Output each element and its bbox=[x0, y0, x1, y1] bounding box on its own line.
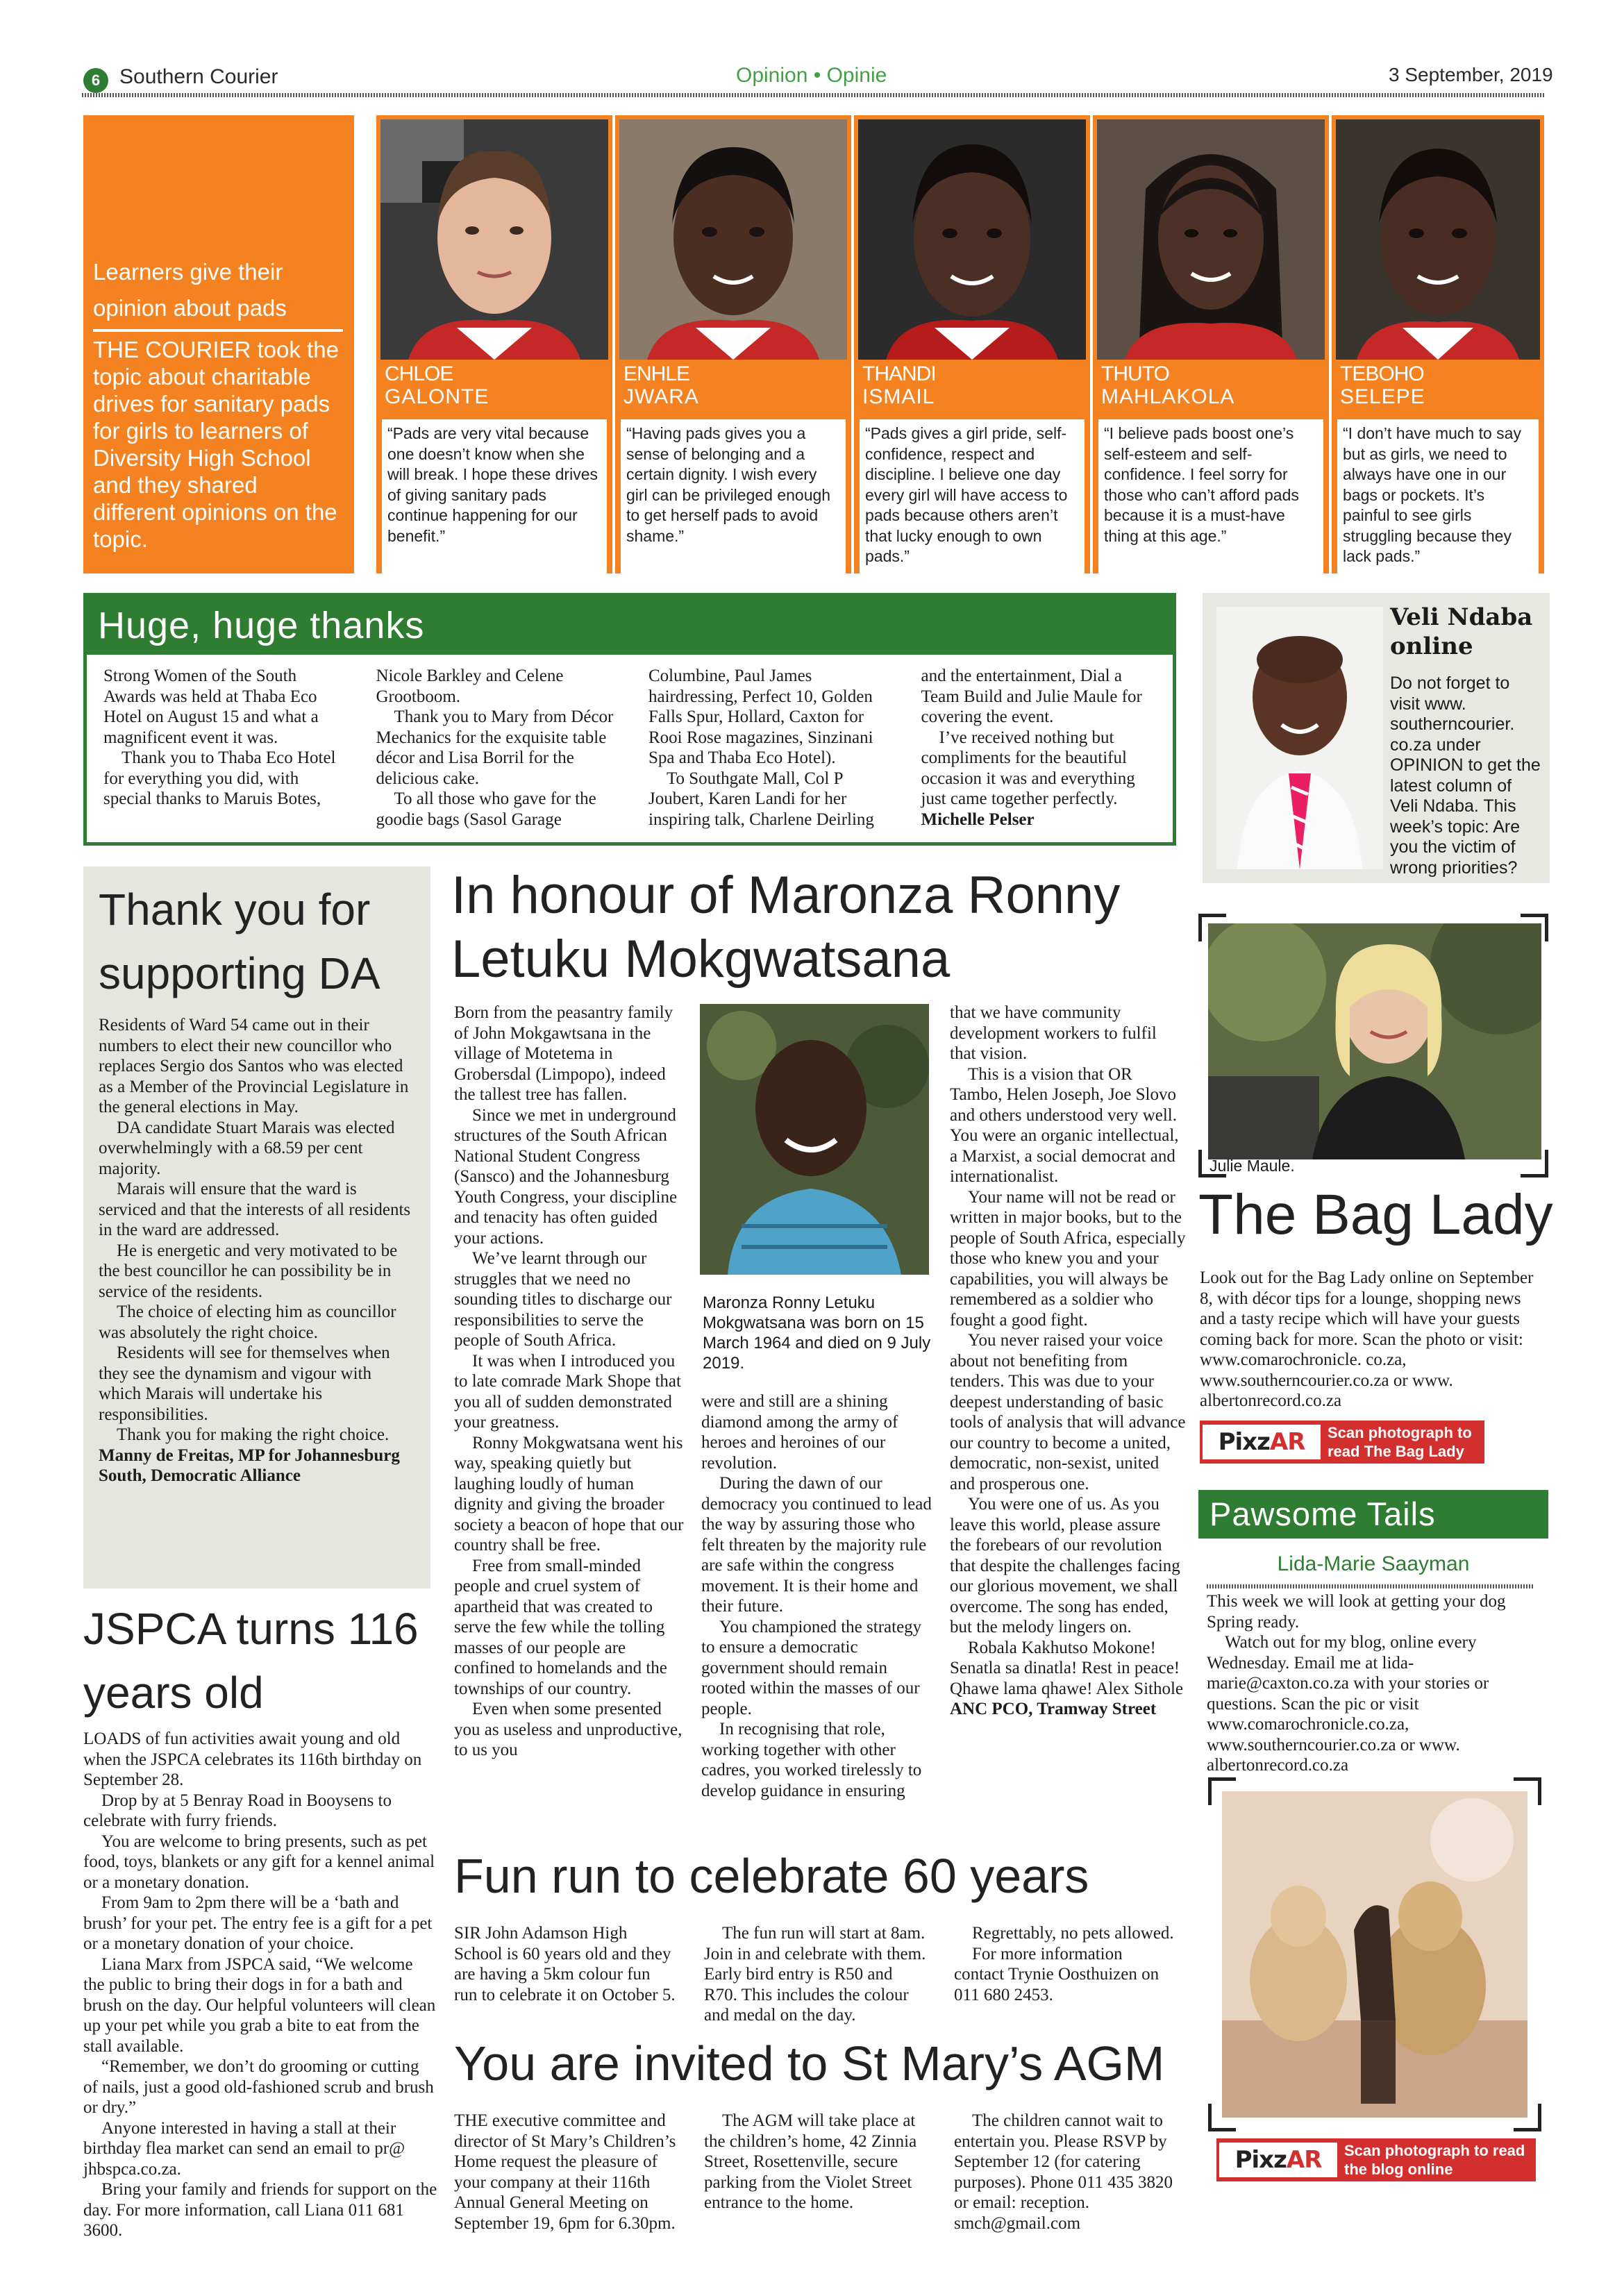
funrun-body bbox=[454, 1923, 1176, 2026]
paragraph: Ronny Mokgwatsana went his way, speaking quietly but laughing loudly of human dignity and giving the broader society a beacon of hope that our country shall be free. bbox=[454, 1433, 684, 1555]
pixzar-text: Scan photograph to read The Bag Lady online bbox=[1328, 1424, 1472, 1479]
learner-card bbox=[854, 115, 1090, 573]
signature: Manny de Freitas, MP for Johannesburg South, Democratic Alliance bbox=[99, 1446, 400, 1485]
header-rule bbox=[82, 93, 1544, 97]
paragraph: Since we met in underground structures of the South African National Student Congress (Sansco) and the Johannesburg Youth Congress, your discipline and tenacity has often guided your actions. bbox=[454, 1105, 678, 1248]
paragraph: You never raised your voice about not benefiting from tenders. This was due to your deepest understanding of basic tools of analysis that will advance our country to become a united, democratic, non-sexist, united and prosperous one. bbox=[950, 1331, 1186, 1493]
paragraph: You were one of us. As you leave this world, please assure the forebears of our revolution that despite the challenges facing our glorious movement, we shall overcome. The song has ended, but the melody lingers on. bbox=[950, 1495, 1180, 1636]
intro-text: THE COURIER took the topic about charitable drives for sanitary pads for girls to learners of Diversity High School and they shared different opinions on the topic. bbox=[93, 337, 339, 552]
paragraph: Anyone interested in having a stall at their birthday flea market can send an email to pr@ jhbspca.co.za. bbox=[83, 2118, 405, 2179]
paragraph: Even when some presented you as useless and unproductive, to us you bbox=[454, 1700, 683, 1759]
paragraph: The choice of electing him as councillor was absolutely the right choice. bbox=[99, 1302, 396, 1342]
paragraph: Strong Women of the South Awards was held at Thaba Eco Hotel on August 15 and what a magnificent event it was. bbox=[103, 667, 319, 747]
learner-card bbox=[1332, 115, 1544, 573]
thanks-body bbox=[103, 666, 1159, 830]
maronza-column-3 bbox=[950, 1003, 1186, 1720]
pixzar-logo: PixzAR bbox=[1219, 2143, 1337, 2177]
pixzar-banner[interactable] bbox=[1200, 1421, 1484, 1479]
paragraph: He is energetic and very motivated to be the best councillor he can possibility be in service of the residents. bbox=[99, 1241, 398, 1301]
paragraph: Free from small-minded people and cruel system of apartheid that was created to serve the few while the tolling masses of our people are confined to homelands and the townships of our country. bbox=[454, 1556, 667, 1698]
page-number: 6 bbox=[83, 68, 108, 93]
pawsome-title: Pawsome Tails bbox=[1198, 1490, 1548, 1539]
maronza-caption: Maronza Ronny Letuku Mokgwatsana was born on 15 March 1964 and died on 9 July 2019. bbox=[703, 1293, 931, 1373]
learner-card bbox=[376, 115, 612, 573]
intro-title: Learners give their opinion about pads bbox=[93, 254, 343, 332]
veli-text: Do not forget to visit www. southerncourier. co.za under OPINION to get the latest column of Veli Ndaba. This week’s topic: Are you the victim of wrong priorities? bbox=[1390, 673, 1541, 878]
learner-photo bbox=[619, 119, 847, 360]
paragraph: This is a vision that OR Tambo, Helen Joseph, Joe Slovo and others understood very well. You were an organic intellectual, a Marxist, a social democrat and internationalist. bbox=[950, 1064, 1179, 1186]
learners-intro-panel bbox=[83, 115, 354, 573]
paragraph: Thank you for making the right choice. bbox=[117, 1425, 390, 1444]
learner-quote: “I believe pads boost one’s self-esteem and self-confidence. I feel sorry for those who can’t afford pads because it is a must-have thing at this age.” bbox=[1098, 419, 1323, 680]
paragraph: were and still are a shining diamond among the army of heroes and heroines of our revolution. bbox=[701, 1392, 898, 1473]
learner-name: THUTO MAHLAKOLA bbox=[1101, 362, 1235, 408]
section-name: Opinion • Opinie bbox=[736, 64, 887, 87]
jspca-article bbox=[83, 1597, 437, 2241]
paragraph: The fun run will start at 8am. Join in and celebrate with them. Early bird entry is R50 and R70. This includes the colour and medal on the day. bbox=[704, 1924, 926, 2025]
maronza-column-1 bbox=[454, 1003, 687, 1761]
paragraph: Bring your family and friends for support on the day. For more information, call Liana 011 681 3600. bbox=[83, 2180, 437, 2240]
paragraph: During the dawn of our democracy you continued to lead the way by assuring those who felt threaten by the majority rule are safe within the congress movement. It is their home and their future. bbox=[701, 1474, 932, 1616]
paragraph: Drop by at 5 Benray Road in Booysens to celebrate with furry friends. bbox=[83, 1791, 392, 1830]
paragraph: SIR John Adamson High School is 60 years old and they are having a 5km colour fun run to celebrate it on October 5. bbox=[454, 1924, 676, 2004]
paragraph: Look out for the Bag Lady online on September 8, with décor tips for a lounge, shopping news and a tasty recipe which will have your guests coming back for more. Scan the photo or visit: www.comarochronicle. co.za, www.southerncourier.co.za or www. albertonrecord.co.za bbox=[1200, 1268, 1534, 1410]
stmary-body bbox=[454, 2111, 1176, 2234]
paragraph: Regrettably, no pets allowed. bbox=[972, 1924, 1174, 1943]
paragraph: The children cannot wait to entertain you. Please RSVP by September 12 (for catering purposes). Phone 011 435 3820 or email: reception. smch@gmail.com bbox=[954, 2111, 1173, 2233]
paragraph: Residents will see for themselves when they see the dynamism and vigour with which Marais will undertake his responsibilities. bbox=[99, 1343, 390, 1424]
paragraph: Your name will not be read or written in major books, but to the people of South Africa, especially those who knew you and your capabilities, you will always be remembered as a soldier who fought a good fight. bbox=[950, 1187, 1186, 1330]
pawsome-photo[interactable] bbox=[1222, 1791, 1527, 2118]
paragraph: Thank you to Mary from Décor Mechanics for the exquisite table décor and Lisa Borril for the delicious cake. bbox=[376, 707, 614, 788]
learner-photo bbox=[858, 119, 1086, 360]
columnist-photo bbox=[1216, 607, 1383, 869]
learner-quote: “Having pads gives you a sense of belonging and a certain dignity. I wish every girl can be privileged enough to get herself pads to avoid shame.” bbox=[621, 419, 846, 680]
signature: Michelle Pelser bbox=[921, 810, 1035, 829]
paragraph: For more information contact Trynie Oosthuizen on 011 680 2453. bbox=[954, 1944, 1160, 2004]
thanks-box bbox=[83, 593, 1176, 846]
paragraph: Liana Marx from JSPCA said, “We welcome the public to bring their dogs in for a bath and brush on the day. Our helpful volunteers will clean up your pet while you grab a bite to eat from the stall available. bbox=[83, 1954, 436, 2056]
paragraph: DA candidate Stuart Marais was elected overwhelmingly with a 68.59 per cent majority. bbox=[99, 1118, 395, 1178]
paragraph: The AGM will take place at the children’s home, 42 Zinnia Street, Rosettenville, secure parking from the Violet Street entrance to the home. bbox=[704, 2111, 917, 2212]
baglady-text bbox=[1200, 1268, 1547, 1411]
pixzar-banner[interactable] bbox=[1216, 2138, 1536, 2181]
author-rule bbox=[1207, 1584, 1533, 1589]
pawsome-author: Lida-Marie Saayman bbox=[1277, 1552, 1470, 1575]
maronza-title: In honour of Maronza Ronny Letuku Mokgwatsana bbox=[451, 866, 1121, 989]
paragraph: You are welcome to bring presents, such as pet food, toys, blankets or any gift for a kennel animal or a monetary donation. bbox=[83, 1832, 435, 1892]
veli-ndaba-panel bbox=[1203, 593, 1550, 883]
paragraph: It was when I introduced you to late comrade Mark Shope that you all of sudden demonstrated your greatness. bbox=[454, 1351, 681, 1432]
learner-name: CHLOE GALONTE bbox=[385, 362, 489, 408]
jspca-title: JSPCA turns 116 years old bbox=[83, 1604, 419, 1718]
learner-name: TEBOHO SELEPE bbox=[1340, 362, 1425, 408]
paragraph: Marais will ensure that the ward is serviced and that the interests of all residents in the ward are addressed. bbox=[99, 1180, 411, 1239]
learner-quote: “Pads gives a girl pride, self-confidence, respect and discipline. I believe one day every girl will have access to pads because others aren’t that lucky enough to own pads.” bbox=[860, 419, 1085, 680]
funrun-title: Fun run to celebrate 60 years bbox=[454, 1849, 1089, 1903]
paragraph: LOADS of fun activities await young and old when the JSPCA celebrates its 116th birthday on September 28. bbox=[83, 1729, 422, 1789]
paragraph: This week we will look at getting your dog Spring ready. bbox=[1207, 1592, 1506, 1632]
paragraph: Thank you to Thaba Eco Hotel for everything you did, with special thanks to Maruis Botes, Nicole Barkley and Celene Grootboom. bbox=[103, 667, 564, 808]
thanks-title: Huge, huge thanks bbox=[87, 596, 1173, 655]
paragraph: We’ve learnt through our struggles that we need no sounding titles to discharge our responsibilities to serve the people of South Africa. bbox=[454, 1249, 672, 1350]
issue-date: 3 September, 2019 bbox=[1389, 64, 1553, 85]
learner-quote: “I don’t have much to say but as girls, we need to always have one in our bags or pockets. It’s painful to see girls struggling because they lack pads.” bbox=[1337, 419, 1539, 680]
learner-card bbox=[615, 115, 851, 573]
stmary-title: You are invited to St Mary’s AGM bbox=[454, 2036, 1165, 2090]
baglady-title: The Bag Lady bbox=[1198, 1183, 1553, 1246]
learner-photo bbox=[1097, 119, 1325, 360]
learner-name: THANDI ISMAIL bbox=[862, 362, 936, 408]
pixzar-logo: PixzAR bbox=[1203, 1425, 1321, 1459]
paragraph: To all those who gave for the goodie bags (Sasol Garage Columbine, Paul James hairdressing, Perfect 10, Golden Falls Spur, Hollard, Caxton for Rooi Rose magazines, Sinzinani Spa and Thaba Eco Hotel). bbox=[376, 667, 873, 829]
paragraph: Residents of Ward 54 came out in their numbers to elect their new councillor who replaces Sergio dos Santos who was elected as a Member of the Provincial Legislature in the general elections in May. bbox=[99, 1016, 409, 1116]
paragraph: that we have community development workers to fulfil that vision. bbox=[950, 1003, 1157, 1063]
paragraph: You championed the strategy to ensure a democratic government should remain rooted within the masses of our people. bbox=[701, 1617, 922, 1718]
paragraph: Born from the peasantry family of John Mokgawtsana in the village of Motetema in Grobersdal (Limpopo), indeed the tallest tree has fallen. bbox=[454, 1003, 673, 1104]
paragraph: From 9am to 2pm there will be a ‘bath and brush’ for your pet. The entry fee is a gift for a pet or a monetary donation of your choice. bbox=[83, 1893, 433, 1953]
da-title: Thank you for supporting DA bbox=[99, 885, 380, 998]
da-article bbox=[83, 866, 430, 1589]
paragraph: “Remember, we don’t do grooming or cutting of nails, just a good old-fashioned scrub and brush or dry.” bbox=[83, 2057, 434, 2117]
paragraph: Watch out for my blog, online every Wednesday. Email me at lida-marie@caxton.co.za with your stories or questions. Scan the pic or visit www.comarochronicle.co.za, www.southerncourier.co.za or www. albertonrecord.co.za bbox=[1207, 1633, 1489, 1775]
veli-title: Veli Ndaba online bbox=[1390, 603, 1533, 660]
publication-name: Southern Courier bbox=[119, 65, 278, 88]
learner-card bbox=[1093, 115, 1329, 573]
learner-quote: “Pads are very vital because one doesn’t know when she will break. I hope these drives of giving sanitary pads continue happening for our benefit.” bbox=[382, 419, 607, 680]
maronza-column-2 bbox=[701, 1391, 935, 1801]
signature: ANC PCO, Tramway Street bbox=[950, 1700, 1157, 1718]
learner-photo bbox=[380, 119, 608, 360]
maronza-photo bbox=[700, 1004, 929, 1275]
learner-photo bbox=[1336, 119, 1540, 360]
paragraph: THE executive committee and director of St Mary’s Children’s Home request the pleasure of your company at their 116th Annual General Meeting on September 19, 6pm for 6.30pm. bbox=[454, 2111, 676, 2233]
paragraph: I’ve received nothing but compliments for the beautiful occasion it was and everything just came together perfectly. bbox=[921, 728, 1135, 808]
paragraph: To Southgate Mall, Col P Joubert, Karen Landi for her inspiring talk, Charlene Deirling and the entertainment, Dial a Team Build and Julie Maule for covering the event. bbox=[648, 667, 1142, 829]
paragraph: Robala Kakhutso Mokone! Senatla sa dinatla! Rest in peace! Qhawe lama qhawe! Alex Sithole bbox=[950, 1638, 1184, 1698]
baglady-photo[interactable] bbox=[1208, 923, 1541, 1159]
baglady-caption: Julie Maule. bbox=[1209, 1157, 1295, 1175]
learner-name: ENHLE JWARA bbox=[623, 362, 699, 408]
paragraph: In recognising that role, working together with other cadres, you worked tirelessly to develop guidance in ensuring bbox=[701, 1720, 922, 1800]
pawsome-text bbox=[1207, 1591, 1540, 1776]
pixzar-text: Scan photograph to read the blog online bbox=[1344, 2142, 1525, 2178]
